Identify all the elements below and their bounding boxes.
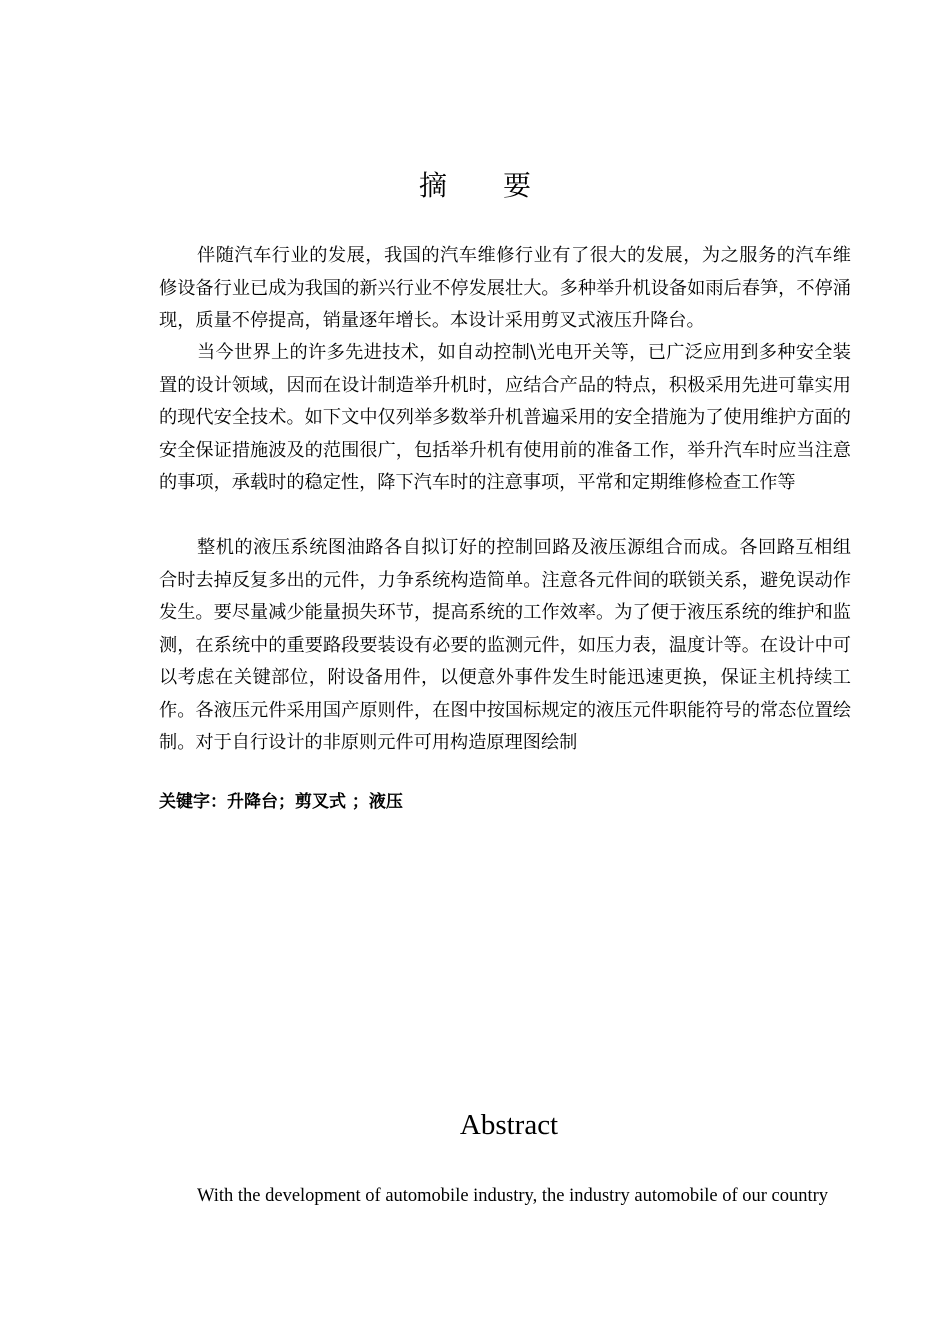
chinese-abstract-title [0, 166, 950, 206]
abstract-paragraph-1: 伴随汽车行业的发展，我国的汽车维修行业有了很大的发展，为之服务的汽车维修设备行业已成为我国的新兴行业不停发展壮大。多种举升机设备如雨后春笋，不停涌现，质量不停提高，销量逐年增长。本设计采用剪叉式液压升降台。 [159, 245, 851, 331]
english-abstract-first-line: With the development of automobile industry, the industry automobile of our country [197, 1186, 829, 1206]
keywords-line: 关键字：升降台；剪叉式 ；液压 [159, 792, 403, 812]
title-char-1: 摘 [418, 169, 447, 202]
abstract-paragraph-2: 当今世界上的许多先进技术，如自动控制\光电开关等，已广泛应用到多种安全装置的设计领域，因而在设计制造举升机时，应结合产品的特点，积极采用先进可靠实用的现代安全技术。如下文中仅列举多数举升机普遍采用的安全措施为了使用维护方面的安全保证措施波及的范围很广，包括举升机有使用前的准备工作，举升汽车时应当注意的事项，承载时的稳定性，降下汽车时的注意事项，平常和定期维修检查工作等 [159, 342, 851, 493]
abstract-paragraph-3: 整机的液压系统图油路各自拟订好的控制回路及液压源组合而成。各回路互相组合时去掉反复多出的元件，力争系统构造简单。注意各元件间的联锁关系，避免误动作发生。要尽量减少能量损失环节，提高系统的工作效率。为了便于液压系统的维护和监测，在系统中的重要路段要装设有必要的监测元件，如压力表，温度计等。在设计中可以考虑在关键部位，附设备用件，以便意外事件发生时能迅速更换，保证主机持续工作。各液压元件采用国产原则件，在图中按国标规定的液压元件职能符号的常态位置绘制。对于自行设计的非原则元件可用构造原理图绘制 [159, 537, 851, 753]
title-char-2: 要 [503, 169, 532, 202]
english-abstract-title: Abstract [459, 1109, 559, 1141]
